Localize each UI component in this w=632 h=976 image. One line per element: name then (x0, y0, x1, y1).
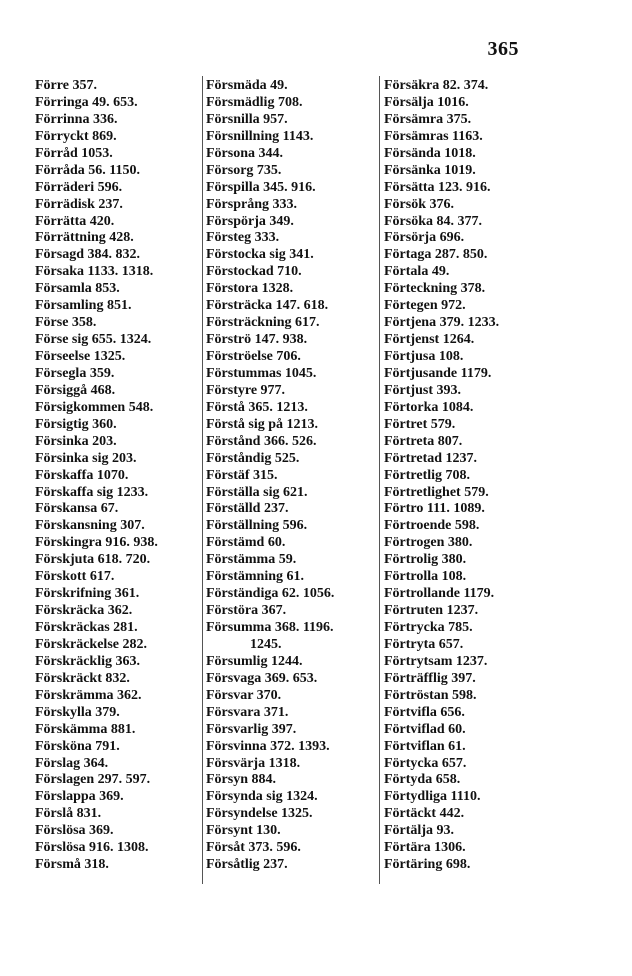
index-entry: Förtvifla 656. (384, 704, 465, 720)
index-entry: Förringa 49. 653. (35, 94, 138, 110)
index-entry: Förräderi 596. (35, 179, 123, 195)
index-entry: Försörja 696. (384, 230, 465, 246)
index-entry: Förtjusa 108. (384, 349, 464, 364)
index-entry: Försigkommen 548. (35, 399, 154, 415)
index-entry: Förställd 237. (206, 501, 289, 517)
index-entry: Försmädlig 708. (206, 94, 303, 110)
index-entry: Förstånd 366. 526. (206, 433, 317, 449)
index-entry: Förrättning 428. (35, 230, 134, 246)
index-entry: Förtryta 657. (384, 636, 464, 652)
index-entry: Förskräckelse 282. (35, 636, 147, 652)
index-entry: Försvärja 1318. (206, 755, 301, 771)
index-entry: Förslagen 297. 597. (35, 772, 151, 788)
index-entry: Församla 853. (35, 281, 120, 297)
index-entry: Förslösa 369. (35, 823, 114, 839)
index-entry: Förskingra 916. 938. (35, 535, 158, 551)
index-entry: Förtretad 1237. (384, 450, 478, 466)
index-entry: Förtrogen 380. (384, 535, 473, 551)
index-entry: Förryckt 869. (35, 128, 117, 144)
index-entry: Förstämma 59. (206, 552, 297, 568)
index-entry: Förrinna 336. (35, 111, 118, 127)
index-entry: Förtrolla 108. (384, 569, 467, 585)
index-entry: Försåtlig 237. (206, 857, 288, 873)
index-entry: Förtröstan 598. (384, 687, 477, 703)
index-entry: Försäkra 82. 374. (384, 78, 489, 93)
index-entry: Förtäckt 442. (384, 806, 465, 822)
index-entry: Förstocka sig 341. (206, 247, 314, 263)
index-entry: Förtviflad 60. (384, 721, 466, 737)
index-entry: Försmå 318. (35, 857, 109, 873)
index-entry: Förslösa 916. 1308. (35, 840, 149, 856)
index-entry: Förstyre 977. (206, 382, 286, 398)
index-entry: Förtjena 379. 1233. (384, 315, 500, 331)
index-entry: Förskräcka 362. (35, 603, 133, 619)
index-entry: Försträcka 147. 618. (206, 298, 329, 314)
index-entry: Försynda sig 1324. (206, 789, 318, 805)
index-entry: Försämra 375. (384, 111, 472, 127)
index-entry: Förstäf 315. (206, 467, 278, 483)
index-entry: Försnillning 1143. (206, 128, 314, 144)
index-entry: Förstöra 367. (206, 603, 287, 619)
index-entry: Försända 1018. (384, 145, 476, 161)
index-column-1 (35, 78, 195, 874)
index-entry: Förtjusande 1179. (384, 365, 492, 381)
index-entry: Förstå sig på 1213. (206, 416, 318, 432)
index-entry: Förstockad 710. (206, 264, 302, 280)
index-entry: Förtäring 698. (384, 857, 471, 873)
index-entry: Förskämma 881. (35, 721, 136, 737)
index-entry: Förslå 831. (35, 806, 102, 822)
index-entry: Förtälja 93. (384, 823, 454, 839)
index-entry: Förtrollande 1179. (384, 586, 495, 602)
page-number: 365 (487, 38, 519, 60)
index-entry: Försköna 791. (35, 738, 120, 754)
index-entry: Förråd 1053. (35, 145, 113, 161)
index-entry: Förtrytsam 1237. (384, 653, 488, 669)
index-entry: Förrädisk 237. (35, 196, 123, 212)
column-divider (379, 76, 380, 884)
index-entry: Förskott 617. (35, 569, 115, 585)
index-entry: Försämras 1163. (384, 128, 483, 144)
index-entry: Förtjenst 1264. (384, 332, 475, 348)
index-entry: Förtrolig 380. (384, 552, 467, 568)
index-entry: Försinka 203. (35, 433, 117, 449)
index-entry: Försvinna 372. 1393. (206, 738, 330, 754)
index-entry: Förståndig 525. (206, 450, 300, 466)
index-entry: Förskansa 67. (35, 501, 119, 517)
index-entry: Förteckning 378. (384, 281, 486, 297)
index-entry: Förråda 56. 1150. (35, 162, 140, 178)
index-entry: Förtaga 287. 850. (384, 247, 488, 263)
index-entry: Förrätta 420. (35, 213, 115, 229)
index-entry: Förställa sig 621. (206, 484, 308, 500)
index-column-2 (206, 78, 376, 874)
index-entry: Förtreta 807. (384, 433, 463, 449)
index-entry: Försaka 1133. 1318. (35, 264, 154, 280)
index-entry: Förständiga 62. 1056. (206, 586, 335, 602)
index-entry: Försvaga 369. 653. (206, 670, 318, 686)
index-entry: Försegla 359. (35, 365, 115, 381)
index-entry: Försänka 1019. (384, 162, 476, 178)
index-entry: Försälja 1016. (384, 94, 469, 110)
index-entry: Förtydliga 1110. (384, 789, 481, 805)
index-entry: Försigtig 360. (35, 416, 117, 432)
index-entry: Förskrifning 361. (35, 586, 140, 602)
index-entry: Försvarlig 397. (206, 721, 297, 737)
index-entry: Förskansning 307. (35, 518, 145, 534)
index-entry: Förstämd 60. (206, 535, 286, 551)
index-entry: Förtyda 658. (384, 772, 461, 788)
index-entry: Förtegen 972. (384, 298, 466, 314)
index-entry: Försyn 884. (206, 772, 276, 788)
index-entry: 1245. (250, 636, 282, 652)
index-entry: Försvar 370. (206, 687, 282, 703)
index-entry: Försök 376. (384, 196, 454, 212)
index-entry: Försinka sig 203. (35, 450, 137, 466)
index-entry: Förstå 365. 1213. (206, 399, 308, 415)
index-entry: Försnilla 957. (206, 111, 288, 127)
index-entry: Försynt 130. (206, 823, 281, 839)
index-entry: Förtycka 657. (384, 755, 467, 771)
index-entry: Försåt 373. 596. (206, 840, 301, 856)
index-entry: Försvara 371. (206, 704, 289, 720)
index-entry: Förströelse 706. (206, 349, 301, 364)
index-entry: Förtro 111. 1089. (384, 501, 485, 517)
index-entry: Förskräckt 832. (35, 670, 130, 686)
index-entry: Försyndelse 1325. (206, 806, 313, 822)
index-entry: Försorg 735. (206, 162, 282, 178)
index-entry: Förtruten 1237. (384, 603, 479, 619)
index-entry: Förskräcklig 363. (35, 653, 140, 669)
index-entry: Förskaffa 1070. (35, 467, 129, 483)
index-entry: Försprång 333. (206, 196, 297, 212)
index-entry: Förskräckas 281. (35, 620, 138, 635)
index-column-3 (384, 78, 524, 874)
index-entry: Försträckning 617. (206, 315, 320, 331)
index-entry: Förträfflig 397. (384, 670, 476, 686)
index-entry: Försona 344. (206, 145, 283, 161)
column-divider (202, 76, 203, 884)
index-entry: Försmäda 49. (206, 78, 288, 93)
index-entry: Församling 851. (35, 298, 132, 314)
index-entry: Förtretlig 708. (384, 467, 471, 483)
index-entry: Förstummas 1045. (206, 365, 317, 381)
index-entry: Förtorka 1084. (384, 399, 474, 415)
index-entry: Förtala 49. (384, 264, 450, 280)
index-entry: Förstora 1328. (206, 281, 294, 297)
index-entry: Försätta 123. 916. (384, 179, 491, 195)
index-entry: Förskjuta 618. 720. (35, 552, 151, 568)
index-entry: Förre 357. (35, 78, 97, 93)
index-entry: Försteg 333. (206, 230, 280, 246)
index-entry: Försumma 368. 1196. (206, 620, 334, 635)
index-entry: Förställning 596. (206, 518, 308, 534)
index-entry: Försöka 84. 377. (384, 213, 482, 229)
index-entry: Förstämning 61. (206, 569, 304, 585)
index-entry: Förslag 364. (35, 755, 109, 771)
index-entry: Förslappa 369. (35, 789, 124, 805)
index-entry: Förtära 1306. (384, 840, 466, 856)
index-entry: Försagd 384. 832. (35, 247, 140, 263)
index-entry: Förspilla 345. 916. (206, 179, 316, 195)
index-entry: Förtretlighet 579. (384, 484, 489, 500)
index-entry: Förtjust 393. (384, 382, 461, 398)
index-entry: Förtret 579. (384, 416, 456, 432)
index-entry: Förspörja 349. (206, 213, 294, 229)
index-entry: Förströ 147. 938. (206, 332, 308, 348)
index-entry: Försumlig 1244. (206, 653, 303, 669)
index-entry: Förskaffa sig 1233. (35, 484, 149, 500)
index-entry: Förtviflan 61. (384, 738, 466, 754)
index-entry: Förtrycka 785. (384, 620, 473, 635)
index-entry: Förse sig 655. 1324. (35, 332, 152, 348)
index-entry: Förtroende 598. (384, 518, 480, 534)
index-entry: Förse 358. (35, 315, 97, 331)
index-entry: Förskrämma 362. (35, 687, 142, 703)
index-entry: Förseelse 1325. (35, 349, 126, 364)
index-entry: Förskylla 379. (35, 704, 120, 720)
index-entry: Försiggå 468. (35, 382, 116, 398)
